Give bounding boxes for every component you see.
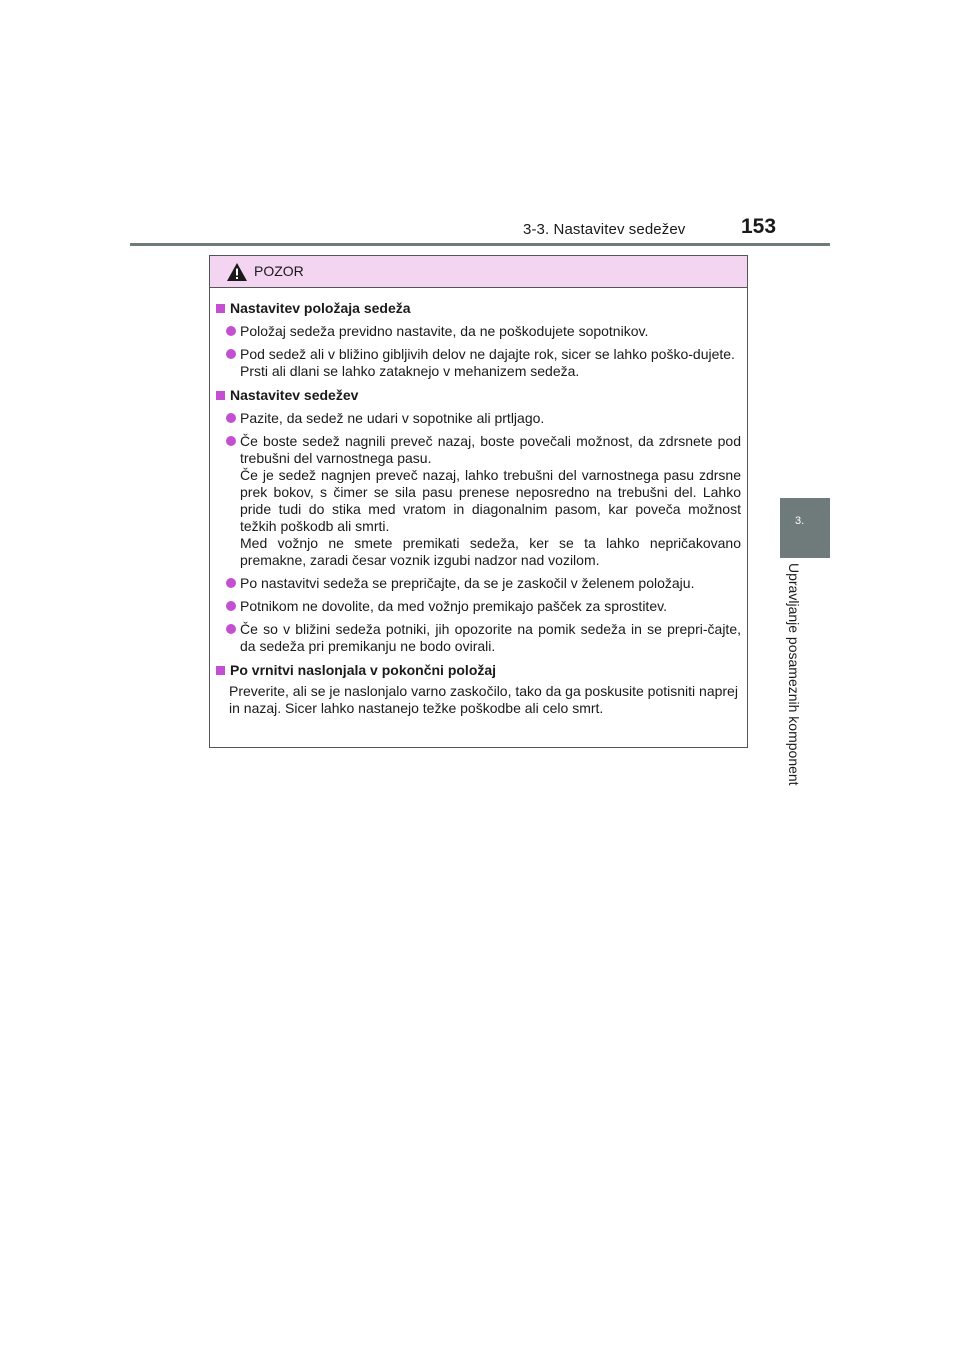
caution-body	[210, 288, 747, 717]
list-item: Če so v bližini sedeža potniki, jih opozorite na pomik sedeža in se prepri-čajte, da sedeža pri premikanju ne bodo ovirali.	[216, 621, 741, 655]
section-heading: Nastavitev sedežev	[216, 387, 741, 404]
round-bullet-icon	[226, 349, 236, 359]
list-item: Pazite, da sedež ne udari v sopotnike ali prtljago.	[216, 410, 741, 427]
list-item: Po nastavitvi sedeža se prepričajte, da se je zaskočil v želenem položaju.	[216, 575, 741, 592]
round-bullet-icon	[226, 624, 236, 634]
list-item: Če boste sedež nagnili preveč nazaj, boste povečali možnost, da zdrsnete pod trebušni del varnostnega pasu. Če je sedež nagnjen preveč nazaj, lahko trebušni del varnostnega pasu zdrsne prek bokov, s čimer se sila pasu prenese neposredno na trebušni del. Lahko pride tudi do stika med vratom in diagonalnim pasom, kar poveča možnost težkih poškodb ali smrti. Med vožnjo ne smete premikati sedeža, ker se ta lahko nepričakovano premakne, zaradi česar voznik izgubi nadzor nad vozilom.	[216, 433, 741, 569]
section-title: 3-3. Nastavitev sedežev	[523, 221, 686, 238]
caution-header	[210, 256, 747, 288]
list-item: Potnikom ne dovolite, da med vožnjo premikajo pašček za sprostitev.	[216, 598, 741, 615]
round-bullet-icon	[226, 413, 236, 423]
caution-title: POZOR	[254, 263, 304, 279]
round-bullet-icon	[226, 601, 236, 611]
chapter-tab-label: Upravljanje posameznih komponent	[786, 563, 802, 786]
chapter-tab-number: 3.	[795, 515, 805, 527]
header-divider	[130, 243, 830, 246]
square-bullet-icon	[216, 391, 225, 400]
list-item: Pod sedež ali v bližino gibljivih delov ne dajajte rok, sicer se lahko poško-dujete. Prsti ali dlani se lahko zataknejo v mehanizem sedeža.	[216, 346, 741, 380]
caution-box	[209, 255, 748, 748]
chapter-tab	[780, 498, 830, 558]
round-bullet-icon	[226, 578, 236, 588]
page-number: 153	[741, 215, 777, 238]
round-bullet-icon	[226, 326, 236, 336]
section-heading: Po vrnitvi naslonjala v pokončni položaj	[216, 662, 741, 679]
warning-triangle-icon	[226, 262, 248, 282]
square-bullet-icon	[216, 666, 225, 675]
section-heading: Nastavitev položaja sedeža	[216, 300, 741, 317]
round-bullet-icon	[226, 436, 236, 446]
square-bullet-icon	[216, 304, 225, 313]
paragraph: Preverite, ali se je naslonjalo varno zaskočilo, tako da ga poskusite potisniti naprej in nazaj. Sicer lahko nastanejo težke poškodbe ali celo smrt.	[229, 683, 738, 716]
list-item: Položaj sedeža previdno nastavite, da ne poškodujete sopotnikov.	[216, 323, 741, 340]
